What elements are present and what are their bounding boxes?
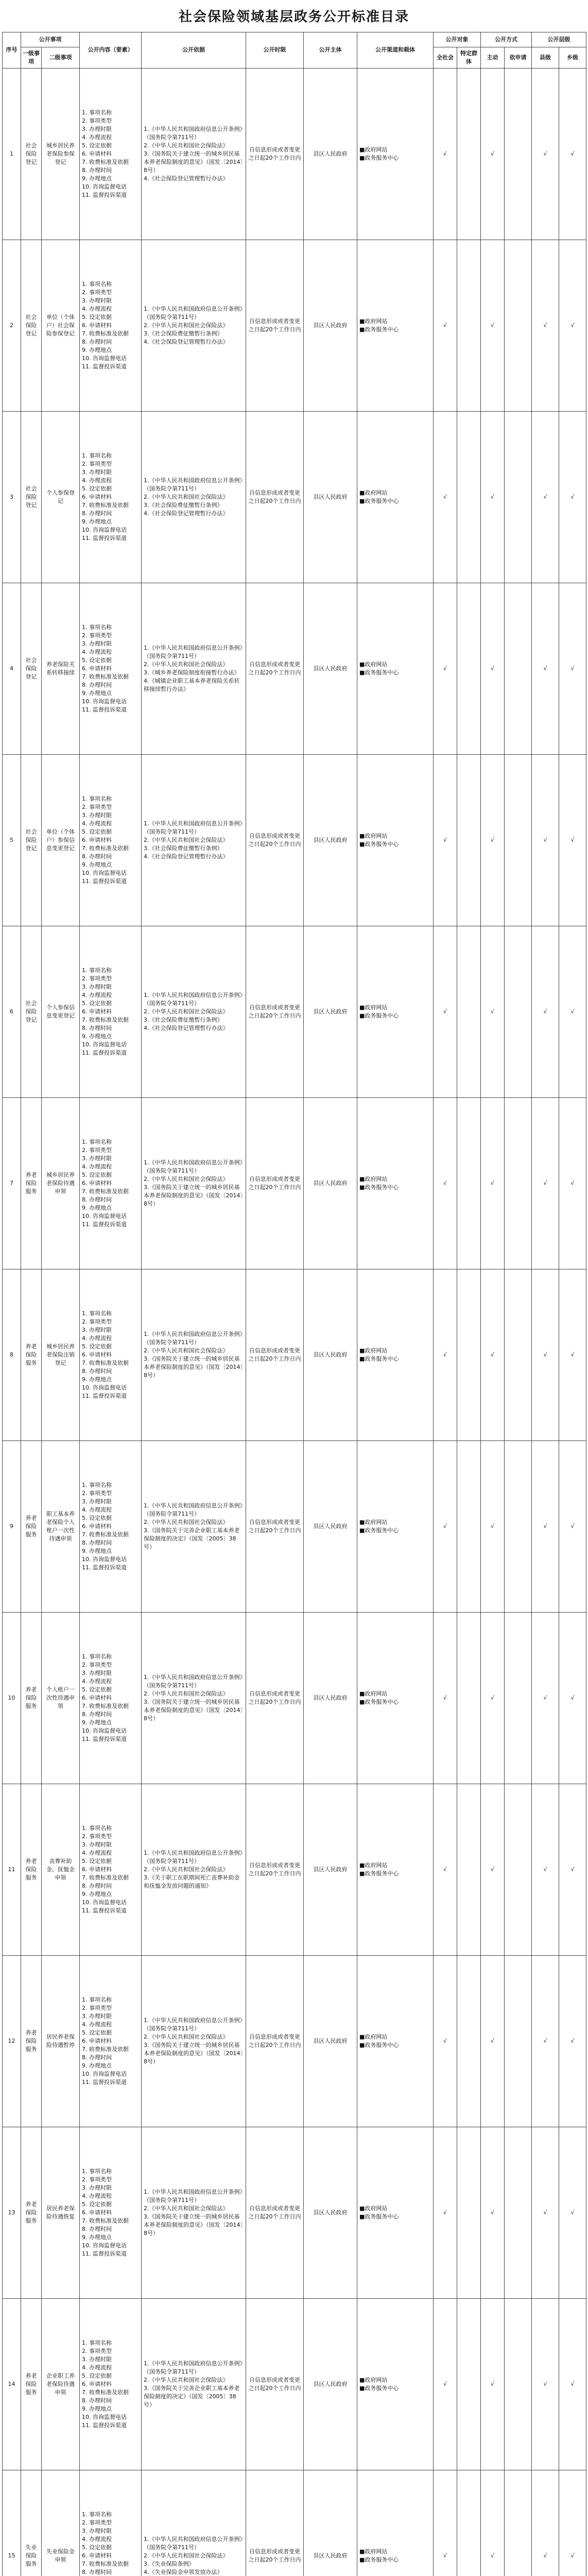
cell-county: √ xyxy=(532,754,559,926)
cell-all-society: √ xyxy=(434,1097,457,1269)
cell-time: 自信息形成或者变更之日起20个工作日内 xyxy=(246,1612,304,1784)
cell-channel: ■政府网站 ■政务服务中心 xyxy=(357,1440,434,1612)
cell-channel: ■政府网站 ■政务服务中心 xyxy=(357,1955,434,2127)
cell-all-society: √ xyxy=(434,754,457,926)
cell-all-society: √ xyxy=(434,583,457,754)
cell-channel: ■政府网站 ■政务服务中心 xyxy=(357,754,434,926)
cell-content: 1. 事项名称 2. 事项类型 3. 办理时限 4. 办理流程 5. 设定依据 6. 申请材料 7. 收费标准及依据 8. 办理时间 9. 办理地点 10. 咨询监督电话 11. 监督投诉渠道 xyxy=(80,1784,142,1955)
cell-township: √ xyxy=(559,583,586,754)
cell-on-request xyxy=(505,1955,532,2127)
cell-basis: 1.《中华人民共和国政府信息公开条例》（国务院令第711号） 2.《中华人民共和国社会保险法》 3.《失业保险条例》 4.《失业保险金申领发放办法》 xyxy=(142,2470,246,2576)
cell-level1: 社会保险登记 xyxy=(21,583,42,754)
cell-active: √ xyxy=(481,2127,505,2298)
cell-subject: 县区人民政府 xyxy=(304,411,357,583)
cell-on-request xyxy=(505,1440,532,1612)
cell-channel: ■政府网站 ■政务服务中心 xyxy=(357,240,434,411)
cell-county: √ xyxy=(532,240,559,411)
cell-specific-group xyxy=(457,68,481,240)
cell-on-request xyxy=(505,411,532,583)
cell-township: √ xyxy=(559,1612,586,1784)
cell-time: 自信息形成或者变更之日起20个工作日内 xyxy=(246,1440,304,1612)
cell-level2: 个人账户一次性待遇申领 xyxy=(42,1612,80,1784)
cell-level1: 社会保险登记 xyxy=(21,240,42,411)
cell-on-request xyxy=(505,926,532,1097)
cell-county: √ xyxy=(532,2298,559,2470)
cell-seq: 4 xyxy=(3,583,21,754)
cell-active: √ xyxy=(481,754,505,926)
cell-subject: 县区人民政府 xyxy=(304,926,357,1097)
cell-time: 自信息形成或者变更之日起20个工作日内 xyxy=(246,411,304,583)
table-header-row xyxy=(3,32,586,47)
cell-content: 1. 事项名称 2. 事项类型 3. 办理时限 4. 办理流程 5. 设定依据 6. 申请材料 7. 收费标准及依据 8. 办理时间 9. 办理地点 10. 咨询监督电话 11. 监督投诉渠道 xyxy=(80,2127,142,2298)
cell-on-request xyxy=(505,2470,532,2576)
cell-active: √ xyxy=(481,240,505,411)
cell-specific-group xyxy=(457,2470,481,2576)
cell-seq: 5 xyxy=(3,754,21,926)
cell-level2: 丧葬补助金、抚恤金申领 xyxy=(42,1784,80,1955)
cell-township: √ xyxy=(559,1097,586,1269)
cell-specific-group xyxy=(457,1440,481,1612)
cell-all-society: √ xyxy=(434,1269,457,1440)
cell-county: √ xyxy=(532,1269,559,1440)
cell-basis: 1.《中华人民共和国政府信息公开条例》（国务院令第711号） 2.《中华人民共和国社会保险法》 3.《国务院关于完善企业职工基本养老保险制度的决定》（国发〔2005〕38号） xyxy=(142,1440,246,1612)
cell-subject: 县区人民政府 xyxy=(304,68,357,240)
cell-active: √ xyxy=(481,1440,505,1612)
cell-time: 自信息形成或者变更之日起20个工作日内 xyxy=(246,754,304,926)
cell-on-request xyxy=(505,1097,532,1269)
cell-seq: 14 xyxy=(3,2298,21,2470)
cell-specific-group xyxy=(457,1612,481,1784)
cell-county: √ xyxy=(532,411,559,583)
header-channel: 公开渠道和载体 xyxy=(357,32,434,69)
cell-specific-group xyxy=(457,1955,481,2127)
table-row xyxy=(3,411,586,583)
cell-time: 自信息形成或者变更之日起20个工作日内 xyxy=(246,926,304,1097)
header-level: 公开层级 xyxy=(532,32,586,47)
cell-level2: 居民养老保险待遇暂停 xyxy=(42,1955,80,2127)
cell-content: 1. 事项名称 2. 事项类型 3. 办理时限 4. 办理流程 5. 设定依据 6. 申请材料 7. 收费标准及依据 8. 办理时间 9. 办理地点 10. 咨询监督电话 11. 监督投诉渠道 xyxy=(80,2298,142,2470)
table-row xyxy=(3,1269,586,1440)
cell-active: √ xyxy=(481,1097,505,1269)
cell-content: 1. 事项名称 2. 事项类型 3. 办理时限 4. 办理流程 5. 设定依据 6. 申请材料 7. 收费标准及依据 8. 办理时间 9. 办理地点 10. 咨询监督电话 11. 监督投诉渠道 xyxy=(80,1955,142,2127)
table-row xyxy=(3,1440,586,1612)
cell-subject: 县区人民政府 xyxy=(304,2298,357,2470)
cell-county: √ xyxy=(532,1440,559,1612)
cell-all-society: √ xyxy=(434,1612,457,1784)
cell-level1: 养老保险服务 xyxy=(21,1097,42,1269)
cell-on-request xyxy=(505,2127,532,2298)
cell-seq: 6 xyxy=(3,926,21,1097)
table-row xyxy=(3,240,586,411)
cell-level1: 养老保险服务 xyxy=(21,1955,42,2127)
cell-content: 1. 事项名称 2. 事项类型 3. 办理时限 4. 办理流程 5. 设定依据 6. 申请材料 7. 收费标准及依据 8. 办理时间 9. 办理地点 10. 咨询监督电话 11. 监督投诉渠道 xyxy=(80,1440,142,1612)
cell-basis: 1.《中华人民共和国政府信息公开条例》（国务院令第711号） 2.《中华人民共和国社会保险法》 3.《国务院关于建立统一的城乡居民基本养老保险制度的意见》（国发〔2014〕8号） 4.《社会保险登记管理暂行办法》 xyxy=(142,68,246,240)
cell-level1: 养老保险服务 xyxy=(21,2298,42,2470)
cell-county: √ xyxy=(532,1955,559,2127)
cell-subject: 县区人民政府 xyxy=(304,240,357,411)
header-level2: 二级事项 xyxy=(42,47,80,69)
table-row xyxy=(3,926,586,1097)
cell-all-society: √ xyxy=(434,68,457,240)
cell-seq: 9 xyxy=(3,1440,21,1612)
cell-time: 自信息形成或者变更之日起20个工作日内 xyxy=(246,1097,304,1269)
cell-specific-group xyxy=(457,2127,481,2298)
cell-active: √ xyxy=(481,2298,505,2470)
cell-level1: 社会保险登记 xyxy=(21,754,42,926)
header-seq: 序号 xyxy=(3,32,21,69)
cell-active: √ xyxy=(481,1955,505,2127)
cell-county: √ xyxy=(532,583,559,754)
cell-level1: 养老保险服务 xyxy=(21,1269,42,1440)
cell-seq: 11 xyxy=(3,1784,21,1955)
cell-content: 1. 事项名称 2. 事项类型 3. 办理时限 4. 办理流程 5. 设定依据 6. 申请材料 7. 收费标准及依据 8. 办理时间 9. 办理地点 10. 咨询监督电话 11. 监督投诉渠道 xyxy=(80,1269,142,1440)
cell-township: √ xyxy=(559,240,586,411)
cell-level1: 社会保险登记 xyxy=(21,68,42,240)
cell-county: √ xyxy=(532,68,559,240)
cell-seq: 12 xyxy=(3,1955,21,2127)
cell-time: 自信息形成或者变更之日起20个工作日内 xyxy=(246,68,304,240)
cell-county: √ xyxy=(532,2470,559,2576)
header-target: 公开对象 xyxy=(434,32,481,47)
cell-time: 自信息形成或者变更之日起20个工作日内 xyxy=(246,1784,304,1955)
cell-township: √ xyxy=(559,926,586,1097)
cell-county: √ xyxy=(532,1612,559,1784)
cell-all-society: √ xyxy=(434,926,457,1097)
header-item: 公开事项 xyxy=(21,32,80,47)
cell-specific-group xyxy=(457,1784,481,1955)
cell-active: √ xyxy=(481,1612,505,1784)
cell-all-society: √ xyxy=(434,411,457,583)
cell-channel: ■政府网站 ■政务服务中心 xyxy=(357,2298,434,2470)
cell-seq: 3 xyxy=(3,411,21,583)
cell-subject: 县区人民政府 xyxy=(304,1612,357,1784)
cell-level1: 养老保险服务 xyxy=(21,1784,42,1955)
cell-seq: 7 xyxy=(3,1097,21,1269)
cell-all-society: √ xyxy=(434,1955,457,2127)
cell-basis: 1.《中华人民共和国政府信息公开条例》（国务院令第711号） 2.《中华人民共和国社会保险法》 3.《国务院关于建立统一的城乡居民基本养老保险制度的意见》（国发〔2014〕8号） xyxy=(142,1269,246,1440)
cell-basis: 1.《中华人民共和国政府信息公开条例》（国务院令第711号） 2.《中华人民共和国社会保险法》 3.《国务院关于建立统一的城乡居民基本养老保险制度的意见》（国发〔2014〕8号） xyxy=(142,2127,246,2298)
cell-township: √ xyxy=(559,411,586,583)
table-row xyxy=(3,1784,586,1955)
cell-level2: 企业职工养老保险待遇申领 xyxy=(42,2298,80,2470)
cell-township: √ xyxy=(559,2298,586,2470)
header-on-request: 依申请 xyxy=(505,47,532,69)
cell-on-request xyxy=(505,583,532,754)
cell-level2: 城乡居民养老保险参保登记 xyxy=(42,68,80,240)
cell-level2: 单位（个体户）社会保险参保登记 xyxy=(42,240,80,411)
cell-basis: 1.《中华人民共和国政府信息公开条例》（国务院令第711号） 2.《中华人民共和国社会保险法》 3.《国务院关于建立统一的城乡居民基本养老保险制度的意见》（国发〔2014〕8号） xyxy=(142,1097,246,1269)
header-specific-group: 特定群体 xyxy=(457,47,481,69)
table-row xyxy=(3,2298,586,2470)
cell-township: √ xyxy=(559,1955,586,2127)
cell-level2: 养老保险关系转移接续 xyxy=(42,583,80,754)
cell-basis: 1.《中华人民共和国政府信息公开条例》（国务院令第711号） 2.《中华人民共和国社会保险法》 3.《关于职工在职期间死亡丧葬补助金和抚恤金发放问题的通知》 xyxy=(142,1784,246,1955)
cell-subject: 县区人民政府 xyxy=(304,583,357,754)
cell-specific-group xyxy=(457,926,481,1097)
cell-content: 1. 事项名称 2. 事项类型 3. 办理时限 4. 办理流程 5. 设定依据 6. 申请材料 7. 收费标准及依据 8. 办理时间 xyxy=(80,2470,142,2576)
cell-content: 1. 事项名称 2. 事项类型 3. 办理时限 4. 办理流程 5. 设定依据 6. 申请材料 7. 收费标准及依据 8. 办理时间 9. 办理地点 10. 咨询监督电话 11. 监督投诉渠道 xyxy=(80,754,142,926)
cell-basis: 1.《中华人民共和国政府信息公开条例》（国务院令第711号） 2.《中华人民共和国社会保险法》 3.《国务院关于建立统一的城乡居民基本养老保险制度的意见》（国发〔2014〕8号） xyxy=(142,1612,246,1784)
cell-on-request xyxy=(505,240,532,411)
cell-all-society: √ xyxy=(434,1784,457,1955)
header-all-society: 全社会 xyxy=(434,47,457,69)
cell-county: √ xyxy=(532,1784,559,1955)
cell-active: √ xyxy=(481,411,505,583)
cell-content: 1. 事项名称 2. 事项类型 3. 办理时限 4. 办理流程 5. 设定依据 6. 申请材料 7. 收费标准及依据 8. 办理时间 9. 办理地点 10. 咨询监督电话 11. 监督投诉渠道 xyxy=(80,1612,142,1784)
cell-township: √ xyxy=(559,2127,586,2298)
cell-level2: 城乡居民养老保险待遇申领 xyxy=(42,1097,80,1269)
cell-subject: 县区人民政府 xyxy=(304,1955,357,2127)
cell-on-request xyxy=(505,1269,532,1440)
cell-level1: 养老保险服务 xyxy=(21,1612,42,1784)
table-row xyxy=(3,2470,586,2576)
header-county: 县级 xyxy=(532,47,559,69)
cell-content: 1. 事项名称 2. 事项类型 3. 办理时限 4. 办理流程 5. 设定依据 6. 申请材料 7. 收费标准及依据 8. 办理时间 9. 办理地点 10. 咨询监督电话 11. 监督投诉渠道 xyxy=(80,240,142,411)
cell-all-society: √ xyxy=(434,1440,457,1612)
cell-specific-group xyxy=(457,1097,481,1269)
cell-seq: 13 xyxy=(3,2127,21,2298)
cell-time: 自信息形成或者变更之日起20个工作日内 xyxy=(246,2127,304,2298)
cell-basis: 1.《中华人民共和国政府信息公开条例》（国务院令第711号） 2.《中华人民共和国社会保险法》 3.《城乡养老保险制度衔接暂行办法》 4.《城镇企业职工基本养老保险关系转移接续暂行办法》 xyxy=(142,583,246,754)
cell-time: 自信息形成或者变更之日起20个工作日内 xyxy=(246,2470,304,2576)
cell-time: 自信息形成或者变更之日起20个工作日内 xyxy=(246,583,304,754)
cell-basis: 1.《中华人民共和国政府信息公开条例》（国务院令第711号） 2.《中华人民共和国社会保险法》 3.《社会保险费征缴暂行条例》 4.《社会保险登记管理暂行办法》 xyxy=(142,411,246,583)
cell-channel: ■政府网站 ■政务服务中心 xyxy=(357,1784,434,1955)
cell-time: 自信息形成或者变更之日起20个工作日内 xyxy=(246,1955,304,2127)
cell-channel: ■政府网站 ■政务服务中心 xyxy=(357,2470,434,2576)
cell-level2: 个人参保信息变更登记 xyxy=(42,926,80,1097)
cell-all-society: √ xyxy=(434,2298,457,2470)
header-content: 公开内容（要素） xyxy=(80,32,142,69)
table-row xyxy=(3,1612,586,1784)
header-township: 乡级 xyxy=(559,47,586,69)
page-title: 社会保险领域基层政务公开标准目录 xyxy=(178,9,409,25)
table-row xyxy=(3,68,586,240)
cell-on-request xyxy=(505,68,532,240)
cell-level1: 社会保险登记 xyxy=(21,926,42,1097)
cell-basis: 1.《中华人民共和国政府信息公开条例》（国务院令第711号） 2.《中华人民共和国社会保险法》 3.《社会保险费征缴暂行条例》 4.《社会保险登记管理暂行办法》 xyxy=(142,926,246,1097)
cell-channel: ■政府网站 ■政务服务中心 xyxy=(357,1612,434,1784)
header-time: 公开时限 xyxy=(246,32,304,69)
cell-active: √ xyxy=(481,2470,505,2576)
cell-level2: 职工基本养老保险个人账户一次性待遇申领 xyxy=(42,1440,80,1612)
cell-all-society: √ xyxy=(434,240,457,411)
cell-township: √ xyxy=(559,1440,586,1612)
table-body xyxy=(3,68,586,2576)
table-row xyxy=(3,2127,586,2298)
cell-specific-group xyxy=(457,240,481,411)
cell-channel: ■政府网站 ■政务服务中心 xyxy=(357,1269,434,1440)
cell-level1: 失业保险服务 xyxy=(21,2470,42,2576)
cell-basis: 1.《中华人民共和国政府信息公开条例》（国务院令第711号） 2.《中华人民共和国社会保险法》 3.《国务院关于完善企业职工基本养老保险制度的决定》（国发〔2005〕38号） xyxy=(142,2298,246,2470)
cell-level1: 养老保险服务 xyxy=(21,2127,42,2298)
cell-seq: 1 xyxy=(3,68,21,240)
cell-county: √ xyxy=(532,1097,559,1269)
cell-specific-group xyxy=(457,2298,481,2470)
cell-content: 1. 事项名称 2. 事项类型 3. 办理时限 4. 办理流程 5. 设定依据 6. 申请材料 7. 收费标准及依据 8. 办理时间 9. 办理地点 10. 咨询监督电话 11. 监督投诉渠道 xyxy=(80,411,142,583)
header-level1: 一级事项 xyxy=(21,47,42,69)
cell-channel: ■政府网站 ■政务服务中心 xyxy=(357,1097,434,1269)
cell-active: √ xyxy=(481,68,505,240)
table-row xyxy=(3,1955,586,2127)
cell-township: √ xyxy=(559,2470,586,2576)
cell-channel: ■政府网站 ■政务服务中心 xyxy=(357,583,434,754)
cell-seq: 10 xyxy=(3,1612,21,1784)
cell-level2: 居民养老保险待遇恢复 xyxy=(42,2127,80,2298)
cell-subject: 县区人民政府 xyxy=(304,1440,357,1612)
cell-active: √ xyxy=(481,1269,505,1440)
cell-level2: 个人参保登记 xyxy=(42,411,80,583)
cell-on-request xyxy=(505,754,532,926)
cell-channel: ■政府网站 ■政务服务中心 xyxy=(357,2127,434,2298)
cell-county: √ xyxy=(532,2127,559,2298)
cell-content: 1. 事项名称 2. 事项类型 3. 办理时限 4. 办理流程 5. 设定依据 6. 申请材料 7. 收费标准及依据 8. 办理时间 9. 办理地点 10. 咨询监督电话 11. 监督投诉渠道 xyxy=(80,1097,142,1269)
cell-specific-group xyxy=(457,754,481,926)
catalog-table xyxy=(2,32,586,2576)
cell-time: 自信息形成或者变更之日起20个工作日内 xyxy=(246,2298,304,2470)
cell-on-request xyxy=(505,2298,532,2470)
cell-level2: 城乡居民养老保险注销登记 xyxy=(42,1269,80,1440)
cell-township: √ xyxy=(559,1269,586,1440)
cell-basis: 1.《中华人民共和国政府信息公开条例》（国务院令第711号） 2.《中华人民共和国社会保险法》 3.《社会保险费征缴暂行条例》 4.《社会保险登记管理暂行办法》 xyxy=(142,754,246,926)
cell-on-request xyxy=(505,1784,532,1955)
cell-content: 1. 事项名称 2. 事项类型 3. 办理时限 4. 办理流程 5. 设定依据 6. 申请材料 7. 收费标准及依据 8. 办理时间 9. 办理地点 10. 咨询监督电话 11. 监督投诉渠道 xyxy=(80,926,142,1097)
cell-all-society: √ xyxy=(434,2127,457,2298)
table-row xyxy=(3,1097,586,1269)
cell-basis: 1.《中华人民共和国政府信息公开条例》（国务院令第711号） 2.《中华人民共和国社会保险法》 3.《国务院关于建立统一的城乡居民基本养老保险制度的意见》（国发〔2014〕8号） xyxy=(142,1955,246,2127)
cell-seq: 15 xyxy=(3,2470,21,2576)
cell-specific-group xyxy=(457,583,481,754)
cell-level2: 失业保险金申领 xyxy=(42,2470,80,2576)
cell-township: √ xyxy=(559,754,586,926)
cell-subject: 县区人民政府 xyxy=(304,2470,357,2576)
cell-channel: ■政府网站 ■政务服务中心 xyxy=(357,926,434,1097)
cell-all-society: √ xyxy=(434,2470,457,2576)
cell-seq: 2 xyxy=(3,240,21,411)
cell-subject: 县区人民政府 xyxy=(304,754,357,926)
cell-content: 1. 事项名称 2. 事项类型 3. 办理时限 4. 办理流程 5. 设定依据 6. 申请材料 7. 收费标准及依据 8. 办理时间 9. 办理地点 10. 咨询监督电话 11. 监督投诉渠道 xyxy=(80,68,142,240)
cell-level1: 养老保险服务 xyxy=(21,1440,42,1612)
cell-active: √ xyxy=(481,583,505,754)
cell-on-request xyxy=(505,1612,532,1784)
cell-channel: ■政府网站 ■政务服务中心 xyxy=(357,411,434,583)
cell-township: √ xyxy=(559,1784,586,1955)
cell-county: √ xyxy=(532,926,559,1097)
cell-active: √ xyxy=(481,926,505,1097)
header-subject: 公开主体 xyxy=(304,32,357,69)
cell-content: 1. 事项名称 2. 事项类型 3. 办理时限 4. 办理流程 5. 设定依据 6. 申请材料 7. 收费标准及依据 8. 办理时间 9. 办理地点 10. 咨询监督电话 11. 监督投诉渠道 xyxy=(80,583,142,754)
cell-channel: ■政府网站 ■政务服务中心 xyxy=(357,68,434,240)
cell-active: √ xyxy=(481,1784,505,1955)
cell-level2: 单位（个体户）参保信息变更登记 xyxy=(42,754,80,926)
cell-subject: 县区人民政府 xyxy=(304,1097,357,1269)
cell-specific-group xyxy=(457,1269,481,1440)
cell-specific-group xyxy=(457,411,481,583)
header-method: 公开方式 xyxy=(481,32,532,47)
cell-subject: 县区人民政府 xyxy=(304,1784,357,1955)
cell-time: 自信息形成或者变更之日起20个工作日内 xyxy=(246,1269,304,1440)
cell-basis: 1.《中华人民共和国政府信息公开条例》（国务院令第711号） 2.《中华人民共和国社会保险法》 3.《社会保险费征缴暂行条例》 4.《社会保险登记管理暂行办法》 xyxy=(142,240,246,411)
cell-time: 自信息形成或者变更之日起20个工作日内 xyxy=(246,240,304,411)
cell-level1: 社会保险登记 xyxy=(21,411,42,583)
header-active: 主动 xyxy=(481,47,505,69)
table-row xyxy=(3,583,586,754)
cell-seq: 8 xyxy=(3,1269,21,1440)
cell-subject: 县区人民政府 xyxy=(304,1269,357,1440)
cell-subject: 县区人民政府 xyxy=(304,2127,357,2298)
table-row xyxy=(3,754,586,926)
header-basis: 公开依据 xyxy=(142,32,246,69)
cell-township: √ xyxy=(559,68,586,240)
